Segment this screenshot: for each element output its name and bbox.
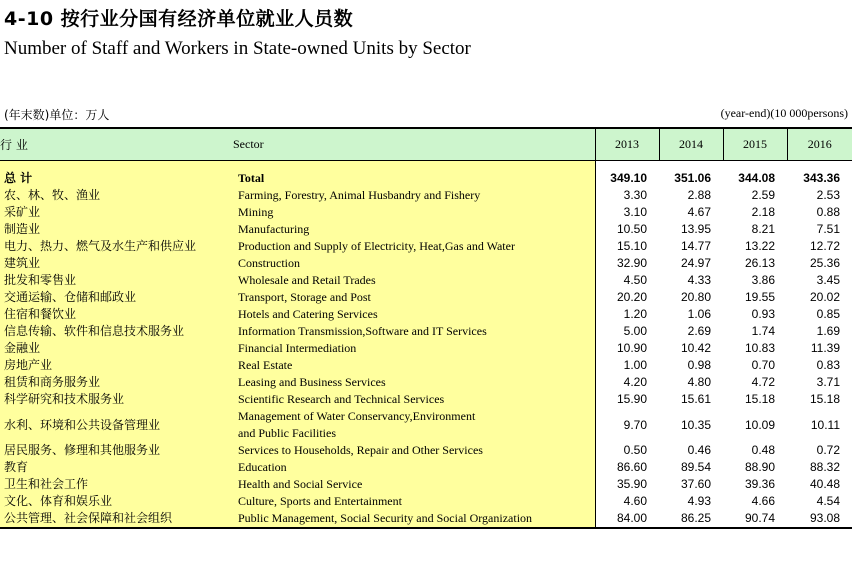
table-title-english: Number of Staff and Workers in State-owned Units by Sector (4, 38, 471, 59)
cell-value-year: 90.74 (723, 510, 787, 528)
cell-value-year: 35.90 (595, 476, 659, 493)
data-table-container (0, 127, 852, 529)
cell-sector-en: Manufacturing (233, 221, 595, 238)
cell-value-year: 93.08 (787, 510, 852, 528)
cell-sector-en: Culture, Sports and Entertainment (233, 493, 595, 510)
cell-value-year: 1.69 (787, 323, 852, 340)
cell-value-year: 0.70 (723, 357, 787, 374)
table-row (0, 357, 852, 374)
cell-value-year: 344.08 (723, 170, 787, 187)
cell-industry-cn: 交通运输、仓储和邮政业 (0, 289, 233, 306)
cell-value-year: 10.90 (595, 340, 659, 357)
cell-sector-en: Leasing and Business Services (233, 374, 595, 391)
unit-note-chinese: (年末数)单位：万人 (4, 108, 110, 122)
cell-sector-en: Farming, Forestry, Animal Husbandry and Fishery (233, 187, 595, 204)
cell-value-year: 0.98 (659, 357, 723, 374)
table-row (0, 493, 852, 510)
cell-sector-en: Information Transmission,Software and IT Services (233, 323, 595, 340)
cell-sector-en: Services to Households, Repair and Other Services (233, 442, 595, 459)
table-row (0, 272, 852, 289)
cell-sector-en: Health and Social Service (233, 476, 595, 493)
cell-industry-cn: 电力、热力、燃气及水生产和供应业 (0, 238, 233, 255)
cell-industry-cn: 总 计 (0, 170, 233, 187)
cell-value-year: 0.48 (723, 442, 787, 459)
cell-value-year: 15.10 (595, 238, 659, 255)
cell-value-year: 351.06 (659, 170, 723, 187)
table-title-chinese: 4-10 按行业分国有经济单位就业人员数 (4, 8, 354, 30)
table-row (0, 340, 852, 357)
header-year: 2015 (723, 128, 787, 161)
cell-value-year: 5.00 (595, 323, 659, 340)
table-row (0, 476, 852, 493)
cell-value-year: 14.77 (659, 238, 723, 255)
cell-sector-en: Scientific Research and Technical Services (233, 391, 595, 408)
table-row (0, 391, 852, 408)
cell-value-year: 0.72 (787, 442, 852, 459)
cell-value-year: 10.11 (787, 408, 852, 442)
cell-value-year: 24.97 (659, 255, 723, 272)
cell-industry-cn: 租赁和商务服务业 (0, 374, 233, 391)
cell-value-year: 15.18 (787, 391, 852, 408)
cell-value-year: 88.32 (787, 459, 852, 476)
cell-sector-en: Hotels and Catering Services (233, 306, 595, 323)
cell-value-year: 4.50 (595, 272, 659, 289)
cell-value-year: 9.70 (595, 408, 659, 442)
cell-value-year: 4.72 (723, 374, 787, 391)
table-row (0, 323, 852, 340)
table-row (0, 459, 852, 476)
cell-industry-cn: 居民服务、修理和其他服务业 (0, 442, 233, 459)
cell-value-year: 10.42 (659, 340, 723, 357)
cell-industry-cn: 批发和零售业 (0, 272, 233, 289)
cell-value-year: 15.90 (595, 391, 659, 408)
cell-industry-cn: 公共管理、社会保障和社会组织 (0, 510, 233, 528)
cell-industry-cn: 住宿和餐饮业 (0, 306, 233, 323)
cell-industry-cn: 房地产业 (0, 357, 233, 374)
cell-value-year: 11.39 (787, 340, 852, 357)
cell-sector-en: Construction (233, 255, 595, 272)
cell-value-year: 3.30 (595, 187, 659, 204)
cell-value-year: 2.18 (723, 204, 787, 221)
cell-value-year: 26.13 (723, 255, 787, 272)
cell-value-year: 39.36 (723, 476, 787, 493)
cell-sector-en: Production and Supply of Electricity, Heat,Gas and Water (233, 238, 595, 255)
table-row (0, 289, 852, 306)
cell-value-year: 40.48 (787, 476, 852, 493)
table-row (0, 510, 852, 528)
cell-value-year: 2.69 (659, 323, 723, 340)
cell-value-year: 20.02 (787, 289, 852, 306)
cell-sector-en: Transport, Storage and Post (233, 289, 595, 306)
cell-sector-en: Financial Intermediation (233, 340, 595, 357)
cell-value-year: 4.20 (595, 374, 659, 391)
table-row (0, 442, 852, 459)
table-body (0, 161, 852, 529)
cell-industry-cn: 采矿业 (0, 204, 233, 221)
cell-industry-cn: 制造业 (0, 221, 233, 238)
cell-value-year: 13.22 (723, 238, 787, 255)
cell-value-year: 0.88 (787, 204, 852, 221)
cell-value-year: 2.59 (723, 187, 787, 204)
cell-industry-cn: 信息传输、软件和信息技术服务业 (0, 323, 233, 340)
cell-value-year: 4.67 (659, 204, 723, 221)
cell-value-year: 7.51 (787, 221, 852, 238)
cell-value-year: 86.25 (659, 510, 723, 528)
cell-value-year: 10.83 (723, 340, 787, 357)
cell-value-year: 20.20 (595, 289, 659, 306)
cell-industry-cn: 科学研究和技术服务业 (0, 391, 233, 408)
cell-value-year: 3.45 (787, 272, 852, 289)
cell-value-year: 1.74 (723, 323, 787, 340)
cell-value-year: 25.36 (787, 255, 852, 272)
table-row (0, 221, 852, 238)
table-header-row (0, 128, 852, 161)
cell-value-year: 4.54 (787, 493, 852, 510)
cell-sector-en-line2: and Public Facilities (238, 426, 336, 440)
cell-industry-cn: 农、林、牧、渔业 (0, 187, 233, 204)
cell-value-year: 4.60 (595, 493, 659, 510)
cell-value-year: 10.50 (595, 221, 659, 238)
cell-value-year: 3.71 (787, 374, 852, 391)
cell-value-year: 343.36 (787, 170, 852, 187)
cell-value-year: 89.54 (659, 459, 723, 476)
cell-value-year: 32.90 (595, 255, 659, 272)
cell-sector-en: Wholesale and Retail Trades (233, 272, 595, 289)
cell-value-year: 10.09 (723, 408, 787, 442)
cell-value-year: 4.93 (659, 493, 723, 510)
table-row-total (0, 170, 852, 187)
cell-sector-en-line1: Management of Water Conservancy,Environment (238, 409, 476, 423)
staff-by-sector-table (0, 127, 852, 529)
cell-value-year: 1.00 (595, 357, 659, 374)
cell-value-year: 4.33 (659, 272, 723, 289)
cell-industry-cn: 水利、环境和公共设备管理业 (0, 408, 233, 442)
cell-value-year: 84.00 (595, 510, 659, 528)
cell-value-year: 19.55 (723, 289, 787, 306)
cell-value-year: 15.61 (659, 391, 723, 408)
cell-industry-cn: 卫生和社会工作 (0, 476, 233, 493)
table-row (0, 187, 852, 204)
cell-sector-en (233, 408, 595, 442)
table-row (0, 255, 852, 272)
cell-industry-cn: 建筑业 (0, 255, 233, 272)
cell-value-year: 2.88 (659, 187, 723, 204)
cell-value-year: 86.60 (595, 459, 659, 476)
table-row (0, 238, 852, 255)
cell-value-year: 88.90 (723, 459, 787, 476)
header-year: 2013 (595, 128, 659, 161)
table-row (0, 374, 852, 391)
table-row (0, 306, 852, 323)
unit-note-english: (year-end)(10 000persons) (720, 106, 848, 120)
header-year: 2016 (787, 128, 852, 161)
cell-industry-cn: 文化、体育和娱乐业 (0, 493, 233, 510)
header-industry-cn: 行 业 (0, 128, 233, 161)
cell-value-year: 4.66 (723, 493, 787, 510)
cell-value-year: 20.80 (659, 289, 723, 306)
cell-value-year: 3.86 (723, 272, 787, 289)
cell-value-year: 0.93 (723, 306, 787, 323)
cell-value-year: 4.80 (659, 374, 723, 391)
cell-value-year: 8.21 (723, 221, 787, 238)
table-row (0, 408, 852, 442)
cell-sector-en: Real Estate (233, 357, 595, 374)
header-sector-en: Sector (233, 128, 595, 161)
cell-value-year: 0.83 (787, 357, 852, 374)
cell-value-year: 0.50 (595, 442, 659, 459)
cell-value-year: 37.60 (659, 476, 723, 493)
cell-industry-cn: 金融业 (0, 340, 233, 357)
cell-value-year: 0.85 (787, 306, 852, 323)
cell-value-year: 10.35 (659, 408, 723, 442)
cell-value-year: 0.46 (659, 442, 723, 459)
header-year: 2014 (659, 128, 723, 161)
cell-value-year: 13.95 (659, 221, 723, 238)
cell-value-year: 15.18 (723, 391, 787, 408)
cell-value-year: 1.20 (595, 306, 659, 323)
cell-value-year: 12.72 (787, 238, 852, 255)
cell-value-year: 349.10 (595, 170, 659, 187)
cell-sector-en: Education (233, 459, 595, 476)
cell-sector-en: Total (233, 170, 595, 187)
spacer-row (0, 161, 852, 171)
cell-sector-en: Public Management, Social Security and Social Organization (233, 510, 595, 528)
cell-industry-cn: 教育 (0, 459, 233, 476)
cell-sector-en: Mining (233, 204, 595, 221)
cell-value-year: 3.10 (595, 204, 659, 221)
cell-value-year: 1.06 (659, 306, 723, 323)
table-row (0, 204, 852, 221)
cell-value-year: 2.53 (787, 187, 852, 204)
